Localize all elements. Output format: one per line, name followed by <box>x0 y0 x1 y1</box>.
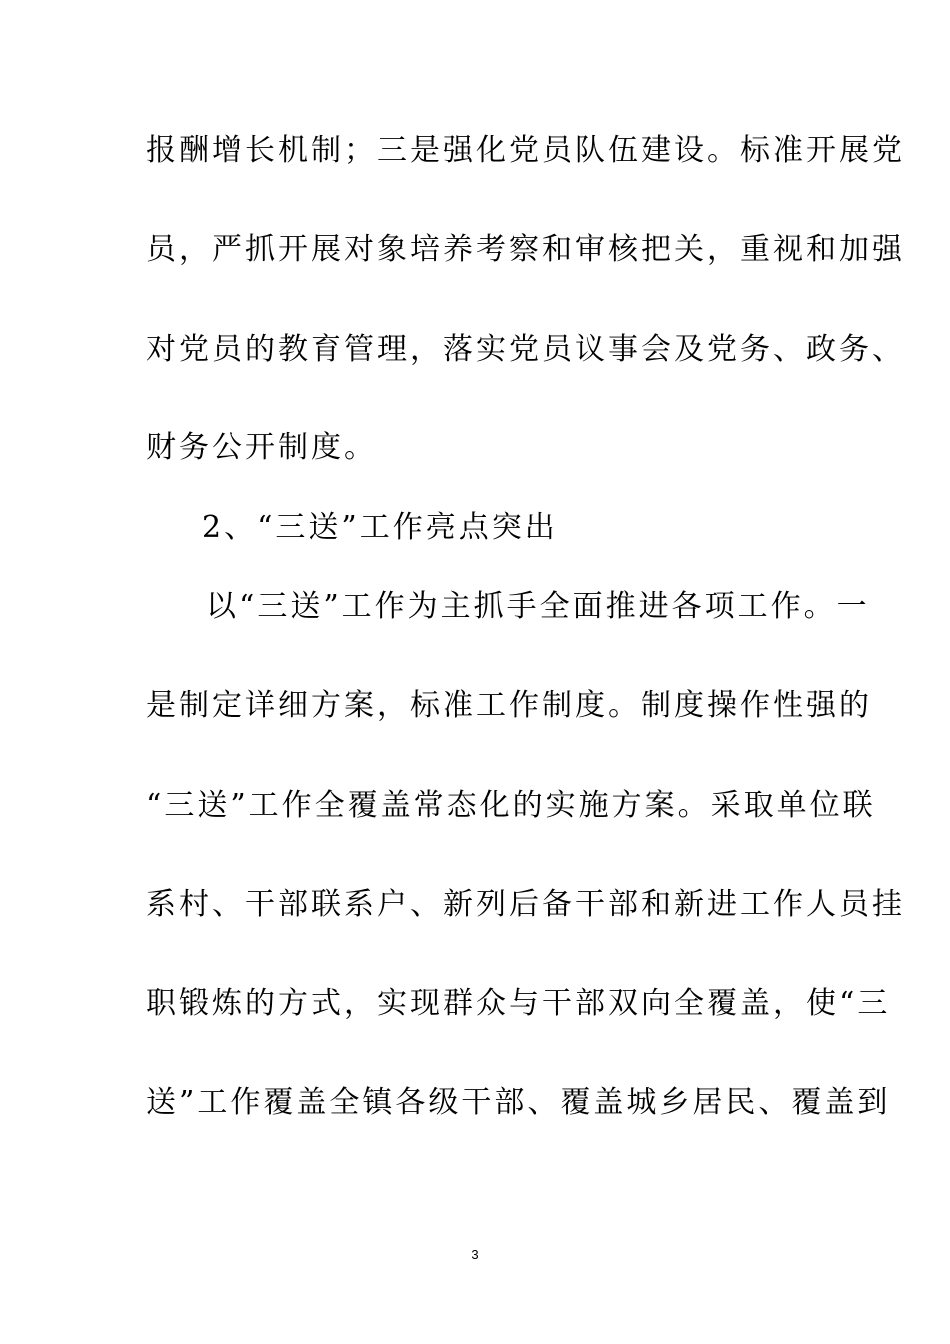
section-heading: 2、“三送”工作亮点突出 <box>202 510 558 545</box>
paragraph-line: 对党员的教育管理，落实党员议事会及党务、政务、 <box>146 332 905 367</box>
paragraph-line: 员，严抓开展对象培养考察和审核把关，重视和加强 <box>146 232 905 267</box>
paragraph-line: 报酬增长机制；三是强化党员队伍建设。标准开展党 <box>146 133 905 168</box>
paragraph-line: 是制定详细方案，标准工作制度。制度操作性强的 <box>146 688 872 723</box>
paragraph-line: “三送”工作全覆盖常态化的实施方案。采取单位联 <box>146 788 876 823</box>
paragraph-line: 以“三送”工作为主抓手全面推进各项工作。一 <box>206 589 870 624</box>
page-number: 3 <box>471 1247 479 1262</box>
paragraph-line: 系村、干部联系户、新列后备干部和新进工作人员挂 <box>146 887 905 922</box>
paragraph-line: 送”工作覆盖全镇各级干部、覆盖城乡居民、覆盖到 <box>146 1085 891 1120</box>
paragraph-line: 职锻炼的方式，实现群众与干部双向全覆盖，使“三 <box>146 986 891 1021</box>
paragraph-line: 财务公开制度。 <box>146 430 377 465</box>
